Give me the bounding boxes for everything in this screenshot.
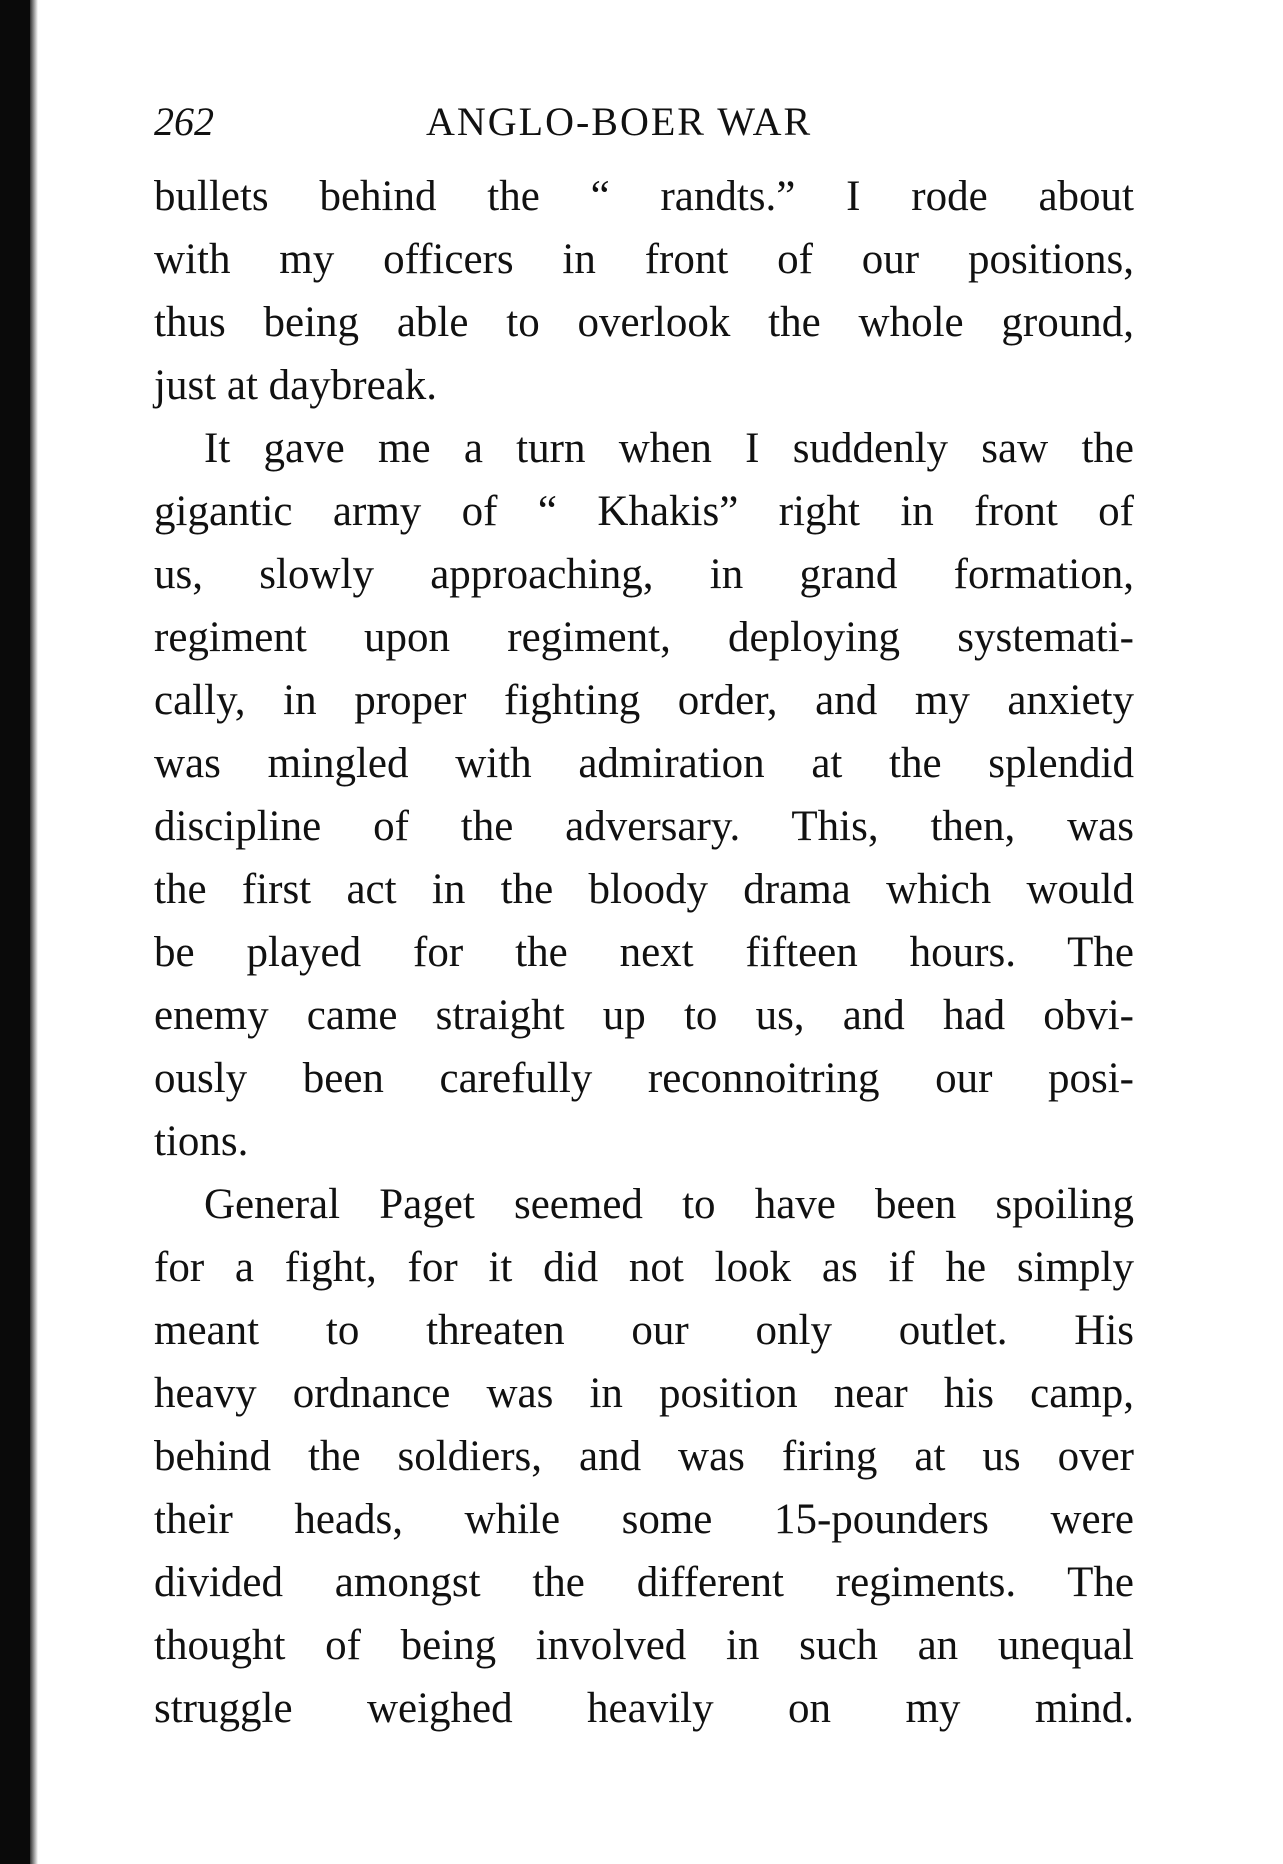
text-line: gigantic army of “ Khakis” right in front of xyxy=(154,488,1134,535)
text-line: meant to threaten our only outlet. His xyxy=(154,1307,1134,1354)
text-line: with my officers in front of our positions, xyxy=(154,236,1134,283)
text-line: was mingled with admiration at the splendid xyxy=(154,740,1134,787)
text-line: ously been carefully reconnoitring our posi- xyxy=(154,1055,1134,1102)
text-line: bullets behind the “ randts.” I rode about xyxy=(154,173,1134,220)
text-line: heavy ordnance was in position near his camp, xyxy=(154,1370,1134,1417)
text-line: thus being able to overlook the whole ground, xyxy=(154,299,1134,346)
paragraph xyxy=(154,165,1134,417)
text-line: discipline of the adversary. This, then, was xyxy=(154,803,1134,850)
running-title: ANGLO-BOER WAR xyxy=(426,99,813,144)
text-line: the first act in the bloody drama which would xyxy=(154,866,1134,913)
text-line: just at daybreak. xyxy=(154,362,437,409)
scan-binding-edge xyxy=(0,0,30,1864)
text-line: tions. xyxy=(154,1118,249,1165)
paragraph xyxy=(154,417,1134,1173)
text-line: for a fight, for it did not look as if he simply xyxy=(154,1244,1134,1291)
scan-binding-shadow xyxy=(30,0,38,1864)
text-line: thought of being involved in such an unequal xyxy=(154,1622,1134,1669)
text-line: their heads, while some 15-pounders were xyxy=(154,1496,1134,1543)
text-line: It gave me a turn when I suddenly saw the xyxy=(204,425,1134,472)
page-number: 262 xyxy=(154,99,214,144)
text-line: regiment upon regiment, deploying systemati- xyxy=(154,614,1134,661)
paragraph xyxy=(154,1173,1134,1740)
text-line: divided amongst the different regiments. The xyxy=(154,1559,1134,1606)
text-line: enemy came straight up to us, and had obvi- xyxy=(154,992,1134,1039)
text-line: cally, in proper fighting order, and my anxiety xyxy=(154,677,1134,724)
page-body-text xyxy=(154,165,1134,1740)
text-line: struggle weighed heavily on my mind. xyxy=(154,1685,1134,1732)
text-line: be played for the next fifteen hours. The xyxy=(154,929,1134,976)
text-line: behind the soldiers, and was firing at us over xyxy=(154,1433,1134,1480)
page-header xyxy=(154,98,1134,158)
text-line: General Paget seemed to have been spoiling xyxy=(204,1181,1134,1228)
text-line: us, slowly approaching, in grand formation, xyxy=(154,551,1134,598)
